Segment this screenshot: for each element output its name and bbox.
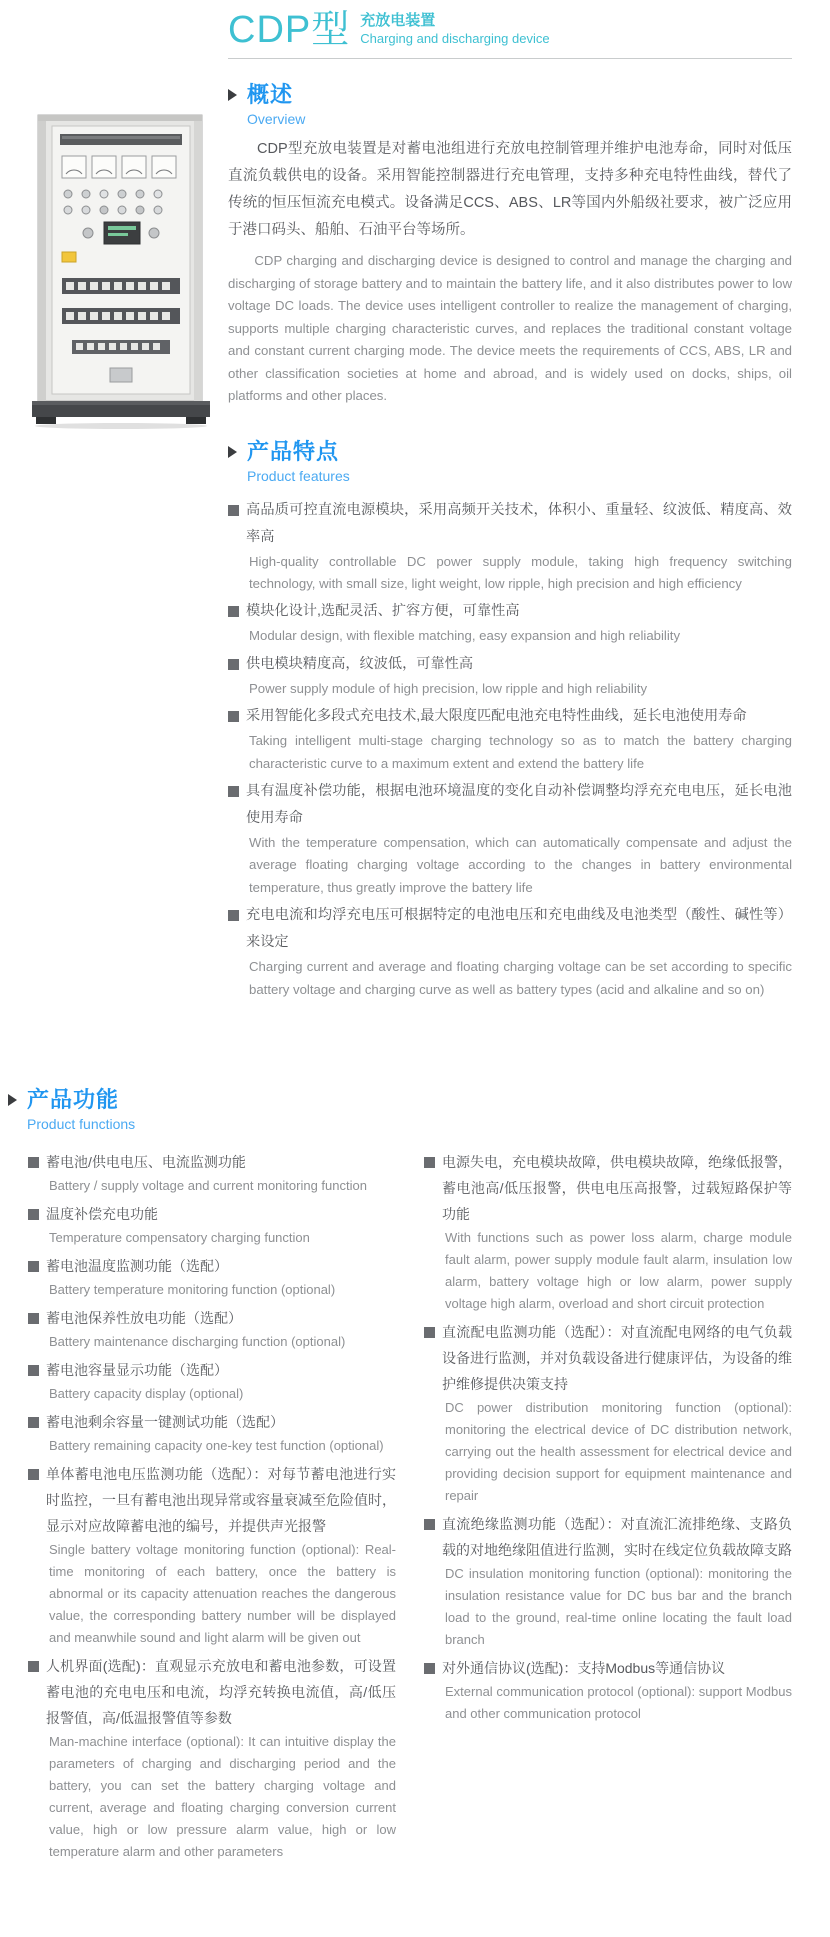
overview-heading-zh: 概述 <box>247 82 294 107</box>
function-text-en: Man-machine interface (optional): It can intuitive display the parameters of charging and discharging period and the battery, you can set the battery charging voltage and current, average and floating charging conversion current value, high or low pressure alarm value, high or low temperature alarm and other parameters <box>49 1734 396 1859</box>
function-item <box>28 1357 396 1405</box>
square-bullet-icon <box>424 1327 435 1338</box>
square-bullet-icon <box>228 786 239 797</box>
functions-left-column <box>28 1149 396 1867</box>
function-item <box>28 1253 396 1301</box>
feature-item <box>228 651 792 700</box>
feature-text-en: Modular design, with flexible matching, easy expansion and high reliability <box>249 628 681 644</box>
square-bullet-icon <box>28 1261 39 1272</box>
function-item <box>28 1201 396 1249</box>
functions-heading-en: Product functions <box>27 1116 136 1132</box>
square-bullet-icon <box>424 1663 435 1674</box>
function-item <box>424 1511 792 1651</box>
function-text-zh: 直流配电监测功能（选配）：对直流配电网络的电气负载设备进行监测，并对负载设备进行健康评估，为设备的维护维修提供决策支持 <box>442 1324 792 1392</box>
function-text-zh: 对外通信协议(选配)：支持Modbus等通信协议 <box>442 1660 726 1676</box>
function-item <box>28 1409 396 1457</box>
main-column <box>228 0 792 1004</box>
function-text-zh: 直流绝缘监测功能（选配）：对直流汇流排绝缘、支路负载的对地绝缘阻值进行监测，实时在线定位负载故障支路 <box>442 1516 792 1558</box>
function-item <box>28 1461 396 1649</box>
function-text-en: Single battery voltage monitoring function (optional): Real-time monitoring of each battery, once the battery is abnormal or its capacity attenuation reaches the dangerous value, the corresponding battery number will be displayed and meanwhile sound and light alarm will be given out <box>49 1542 396 1645</box>
title-en: Charging and discharging device <box>360 31 550 46</box>
title-zh: 充放电装置 <box>360 12 436 29</box>
function-text-en: Battery temperature monitoring function (optional) <box>49 1282 336 1297</box>
functions-right-column <box>424 1149 792 1867</box>
square-bullet-icon <box>28 1661 39 1672</box>
feature-text-zh: 供电模块精度高，纹波低，可靠性高 <box>246 655 474 672</box>
function-text-en: DC insulation monitoring function (optional): monitoring the insulation resistance value for DC bus bar and the branch load to the ground, real-time online locating the fault load branch <box>445 1566 792 1647</box>
function-text-zh: 蓄电池剩余容量一键测试功能（选配） <box>46 1414 284 1430</box>
model-name: CDP型 <box>228 9 351 51</box>
features-heading-zh: 产品特点 <box>247 438 340 464</box>
cabinet-illustration <box>28 112 214 430</box>
features-list <box>228 497 792 1001</box>
square-bullet-icon <box>228 606 239 617</box>
square-bullet-icon <box>228 711 239 722</box>
square-bullet-icon <box>424 1157 435 1168</box>
feature-item <box>228 703 792 775</box>
feature-item <box>228 902 792 1001</box>
function-text-en: Battery capacity display (optional) <box>49 1386 244 1401</box>
device-photo <box>28 112 214 430</box>
feature-text-zh: 具有温度补偿功能，根据电池环境温度的变化自动补偿调整均浮充充电电压，延长电池使用寿命 <box>246 782 792 826</box>
function-item <box>424 1149 792 1315</box>
overview-heading-en: Overview <box>247 111 306 127</box>
square-bullet-icon <box>28 1469 39 1480</box>
functions-section <box>8 1086 822 1867</box>
feature-text-en: With the temperature compensation, which can automatically compensate and adjust the average floating charging voltage according to the changes in battery environmental temperature, thus greatly improve the battery life <box>249 834 792 895</box>
function-item <box>424 1655 792 1725</box>
square-bullet-icon <box>28 1365 39 1376</box>
function-item <box>424 1319 792 1507</box>
feature-text-zh: 高品质可控直流电源模块，采用高频开关技术，体积小、重量轻、纹波低、精度高、效率高 <box>246 501 792 545</box>
function-text-zh: 蓄电池温度监测功能（选配） <box>46 1258 228 1274</box>
function-text-en: DC power distribution monitoring function (optional): monitoring the electrical device of DC distribution network, carrying out the health assessment for electrical device and providing decision support for equipment maintenance and repair <box>445 1400 792 1503</box>
function-text-en: Battery / supply voltage and current monitoring function <box>49 1178 367 1193</box>
feature-text-en: Taking intelligent multi-stage charging technology so as to match the battery charging characteristic curve to a maximum extent and extend the battery life <box>249 733 792 771</box>
function-text-en: Battery remaining capacity one-key test function (optional) <box>49 1438 384 1453</box>
overview-heading <box>228 81 792 109</box>
feature-text-en: High-quality controllable DC power supply module, taking high frequency switching technology, with small size, light weight, low ripple, high precision and high efficiency <box>249 553 792 591</box>
functions-heading-zh: 产品功能 <box>27 1087 120 1112</box>
square-bullet-icon <box>28 1157 39 1168</box>
functions-heading <box>8 1086 822 1114</box>
square-bullet-icon <box>228 659 239 670</box>
function-text-zh: 蓄电池保养性放电功能（选配） <box>46 1310 242 1326</box>
section-marker-icon <box>228 89 237 101</box>
feature-text-en: Charging current and average and floating charging voltage can be set according to specific battery voltage and charging curve as well as battery types (acid and alkaline and so on) <box>249 959 792 997</box>
function-text-zh: 温度补偿充电功能 <box>46 1206 158 1222</box>
overview-paragraph-en: CDP charging and discharging device is designed to control and manage the charging and discharging of storage battery and to maintain the battery life, and it also distributes power to low voltage DC loads. The device uses intelligent controller to realize the management of charging, supports multiple charging characteristic curves, and replaces the traditional constant voltage and constant current charging mode. The device meets the requirements of CCS, ABS, LR and other classification societies at home and abroad, and is widely used on docks, ships, oil platforms and other places. <box>228 253 792 403</box>
feature-item <box>228 598 792 647</box>
functions-columns <box>8 1149 822 1867</box>
square-bullet-icon <box>228 910 239 921</box>
square-bullet-icon <box>28 1417 39 1428</box>
feature-text-zh: 充电电流和均浮充电压可根据特定的电池电压和充电曲线及电池类型（酸性、碱性等）来设定 <box>246 907 792 951</box>
function-text-zh: 单体蓄电池电压监测功能（选配）：对每节蓄电池进行实时监控，一旦有蓄电池出现异常或容量衰减至危险值时，显示对应故障蓄电池的编号，并提供声光报警 <box>46 1466 396 1534</box>
features-heading-en: Product features <box>247 467 350 484</box>
function-text-zh: 电源失电，充电模块故障，供电模块故障，绝缘低报警，蓄电池高/低压报警，供电电压高报警，过载短路保护等功能 <box>442 1154 792 1222</box>
feature-item <box>228 497 792 596</box>
function-item <box>28 1149 396 1197</box>
function-item <box>28 1305 396 1353</box>
function-text-zh: 蓄电池/供电电压、电流监测功能 <box>46 1154 246 1170</box>
feature-item <box>228 778 792 899</box>
function-text-en: Temperature compensatory charging function <box>49 1230 310 1245</box>
function-text-en: External communication protocol (optional): support Modbus and other communication protocol <box>445 1684 792 1721</box>
function-text-zh: 蓄电池容量显示功能（选配） <box>46 1362 228 1378</box>
title-subtitle <box>360 12 549 47</box>
function-text-en: With functions such as power loss alarm, charge module fault alarm, power supply module fault alarm, insulation low alarm, battery voltage high or low alarm, power supply voltage high alarm, overload and short circuit protection <box>445 1230 792 1311</box>
feature-text-zh: 模块化设计,选配灵活、扩容方便，可靠性高 <box>246 603 520 620</box>
feature-text-zh: 采用智能化多段式充电技术,最大限度匹配电池充电特性曲线，延长电池使用寿命 <box>246 708 747 725</box>
overview-paragraph-zh: CDP型充放电装置是对蓄电池组进行充放电控制管理并维护电池寿命，同时对低压直流负载供电的设备。采用智能控制器进行充电管理，支持多种充电特性曲线，替代了传统的恒压恒流充电模式。设备满足CCS、ABS、LR等国内外船级社要求，被广泛应用于港口码头、船舶、石油平台等场所。 <box>228 141 792 238</box>
square-bullet-icon <box>228 505 239 516</box>
function-text-zh: 人机界面(选配)：直观显示充放电和蓄电池参数，可设置蓄电池的充电电压和电流，均浮充转换电流值，高/低压报警值，高/低温报警值等参数 <box>46 1658 396 1726</box>
square-bullet-icon <box>28 1209 39 1220</box>
square-bullet-icon <box>424 1519 435 1530</box>
header-divider <box>228 58 792 59</box>
page-title <box>228 8 792 52</box>
section-marker-icon <box>8 1094 17 1106</box>
function-item <box>28 1653 396 1863</box>
features-heading <box>228 438 792 466</box>
square-bullet-icon <box>28 1313 39 1324</box>
function-text-en: Battery maintenance discharging function (optional) <box>49 1334 346 1349</box>
section-marker-icon <box>228 446 237 458</box>
feature-text-en: Power supply module of high precision, low ripple and high reliability <box>249 680 648 696</box>
